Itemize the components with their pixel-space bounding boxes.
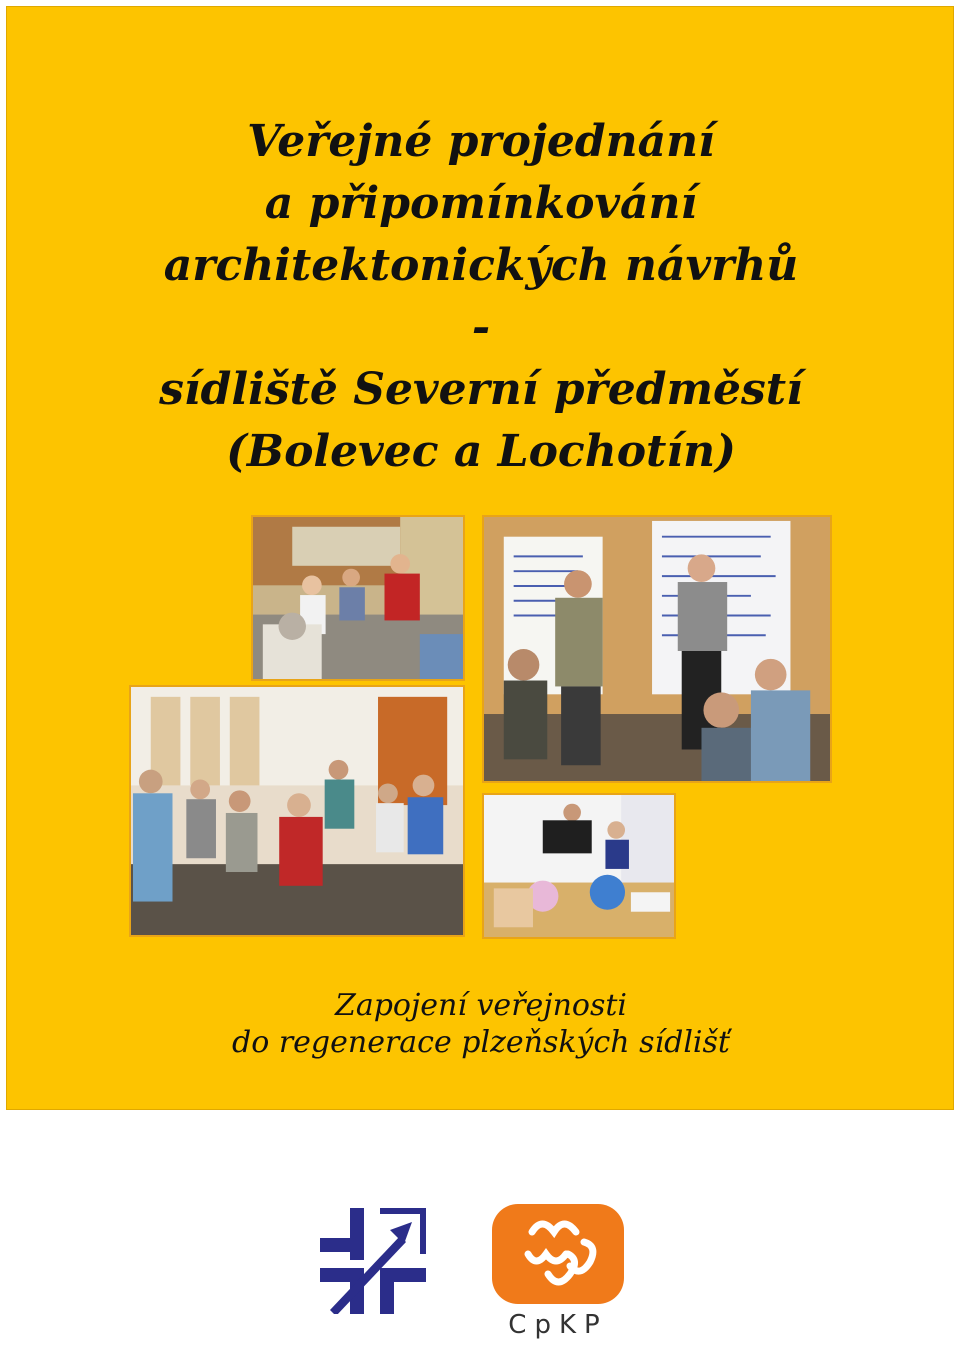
title-line-2: a připomínkování [264, 178, 698, 229]
cpkp-logo-text: CpKP [508, 1310, 608, 1340]
presentation-flipchart-photo [482, 515, 832, 783]
cover-panel [6, 6, 954, 1110]
meeting-audience-photo [251, 515, 465, 681]
seated-audience-photo [129, 685, 465, 937]
title-line-1: Veřejné projednání [247, 116, 715, 167]
cover-subtitle [7, 987, 955, 1061]
subtitle-line-2: do regenerace plzeňských sídlišť [232, 1025, 730, 1060]
subtitle-line-1: Zapojení veřejnosti [334, 988, 628, 1023]
cpkp-logo-icon [488, 1202, 628, 1348]
title-line-3: architektonických návrhů [163, 240, 799, 291]
cover-title [7, 111, 955, 483]
title-line-6: (Bolevec a Lochotín) [226, 426, 736, 477]
title-line-5: sídliště Severní předměstí [159, 364, 803, 415]
title-line-4: - [471, 302, 491, 353]
children-balloons-photo [482, 793, 676, 939]
cross-arrow-logo-icon [320, 1208, 426, 1314]
